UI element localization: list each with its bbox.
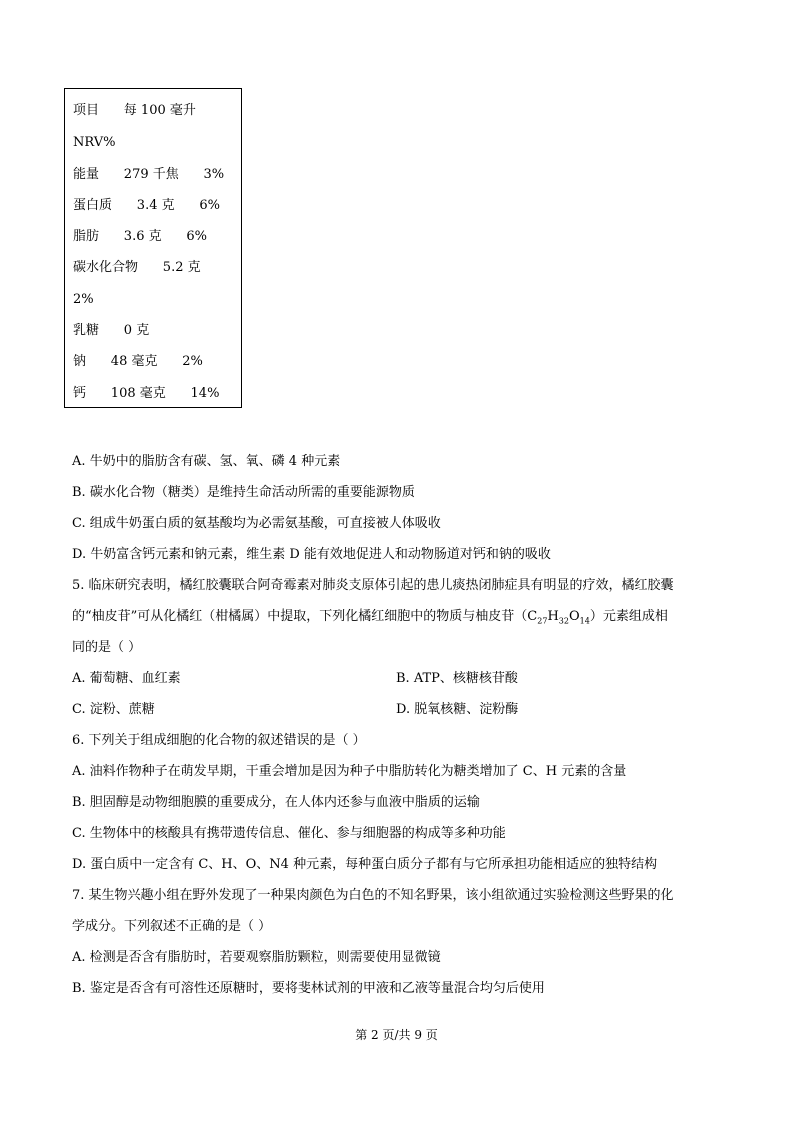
q5-option-a: A. 葡萄糖、血红素 [72,671,181,686]
q5-stem-line1: 5. 临床研究表明，橘红胶囊联合阿奇霉素对肺炎支原体引起的患儿痰热闭肺症具有明显的疗效，橘红胶囊 [72,578,674,593]
q5-option-d: D. 脱氧核糖、淀粉酶 [396,702,519,717]
q7-stem-line1: 7. 某生物兴趣小组在野外发现了一种果肉颜色为白色的不知名野果，该小组欲通过实验检测这些野果的化 [72,888,674,903]
q4-option-d: D. 牛奶富含钙元素和钠元素，维生素 D 能有效地促进人和动物肠道对钙和钠的吸收 [72,547,551,562]
nutrition-row: 能量 279 千焦 3% [73,167,225,182]
nutrition-header-nrv: NRV% [73,135,116,150]
q5-option-b: B. ATP、核糖核苷酸 [396,671,518,686]
nutrition-header: 项目 每 100 毫升 [73,103,196,118]
q7-stem-line2: 学成分。下列叙述不正确的是（ ） [72,919,272,934]
nutrition-row: 脂肪 3.6 克 6% [73,229,208,244]
q5-stem-line3: 同的是（ ） [72,640,142,655]
nutrition-table [64,88,242,408]
nutrition-row: 蛋白质 3.4 克 6% [73,198,221,213]
q6-option-a: A. 油料作物种子在萌发早期，干重会增加是因为种子中脂肪转化为糖类增加了 C、H 元素的含量 [72,764,627,779]
q4-option-c: C. 组成牛奶蛋白质的氨基酸均为必需氨基酸，可直接被人体吸收 [72,516,441,531]
nutrition-row: 2% [73,292,94,307]
nutrition-row: 钠 48 毫克 2% [73,354,203,369]
q5-option-c: C. 淀粉、蔗糖 [72,702,155,717]
nutrition-row: 钙 108 毫克 14% [73,386,220,401]
q7-option-b: B. 鉴定是否含有可溶性还原糖时，要将斐林试剂的甲液和乙液等量混合均匀后使用 [72,981,545,996]
q6-option-d: D. 蛋白质中一定含有 C、H、O、N4 种元素，每种蛋白质分子都有与它所承担功能相适应的独特结构 [72,857,658,872]
q7-option-a: A. 检测是否含有脂肪时，若要观察脂肪颗粒，则需要使用显微镜 [72,950,441,965]
page-footer: 第 2 页/共 9 页 [355,1028,438,1042]
q4-option-b: B. 碳水化合物（糖类）是维持生命活动所需的重要能源物质 [72,485,415,500]
q4-option-a: A. 牛奶中的脂肪含有碳、氢、氧、磷 4 种元素 [72,454,341,469]
q5-stem-line2: 的“柚皮苷”可从化橘红（柑橘属）中提取，下列化橘红细胞中的物质与柚皮苷$(C_{27}H_{32}O_{14})$元素组成相 [72,609,668,626]
q6-option-c: C. 生物体中的核酸具有携带遗传信息、催化、参与细胞器的构成等多种功能 [72,826,506,841]
q6-option-b: B. 胆固醇是动物细胞膜的重要成分，在人体内还参与血液中脂质的运输 [72,795,480,810]
q6-stem: 6. 下列关于组成细胞的化合物的叙述错误的是（ ） [72,733,366,748]
nutrition-row: 碳水化合物 5.2 克 [73,260,201,275]
nutrition-row: 乳糖 0 克 [73,323,150,338]
